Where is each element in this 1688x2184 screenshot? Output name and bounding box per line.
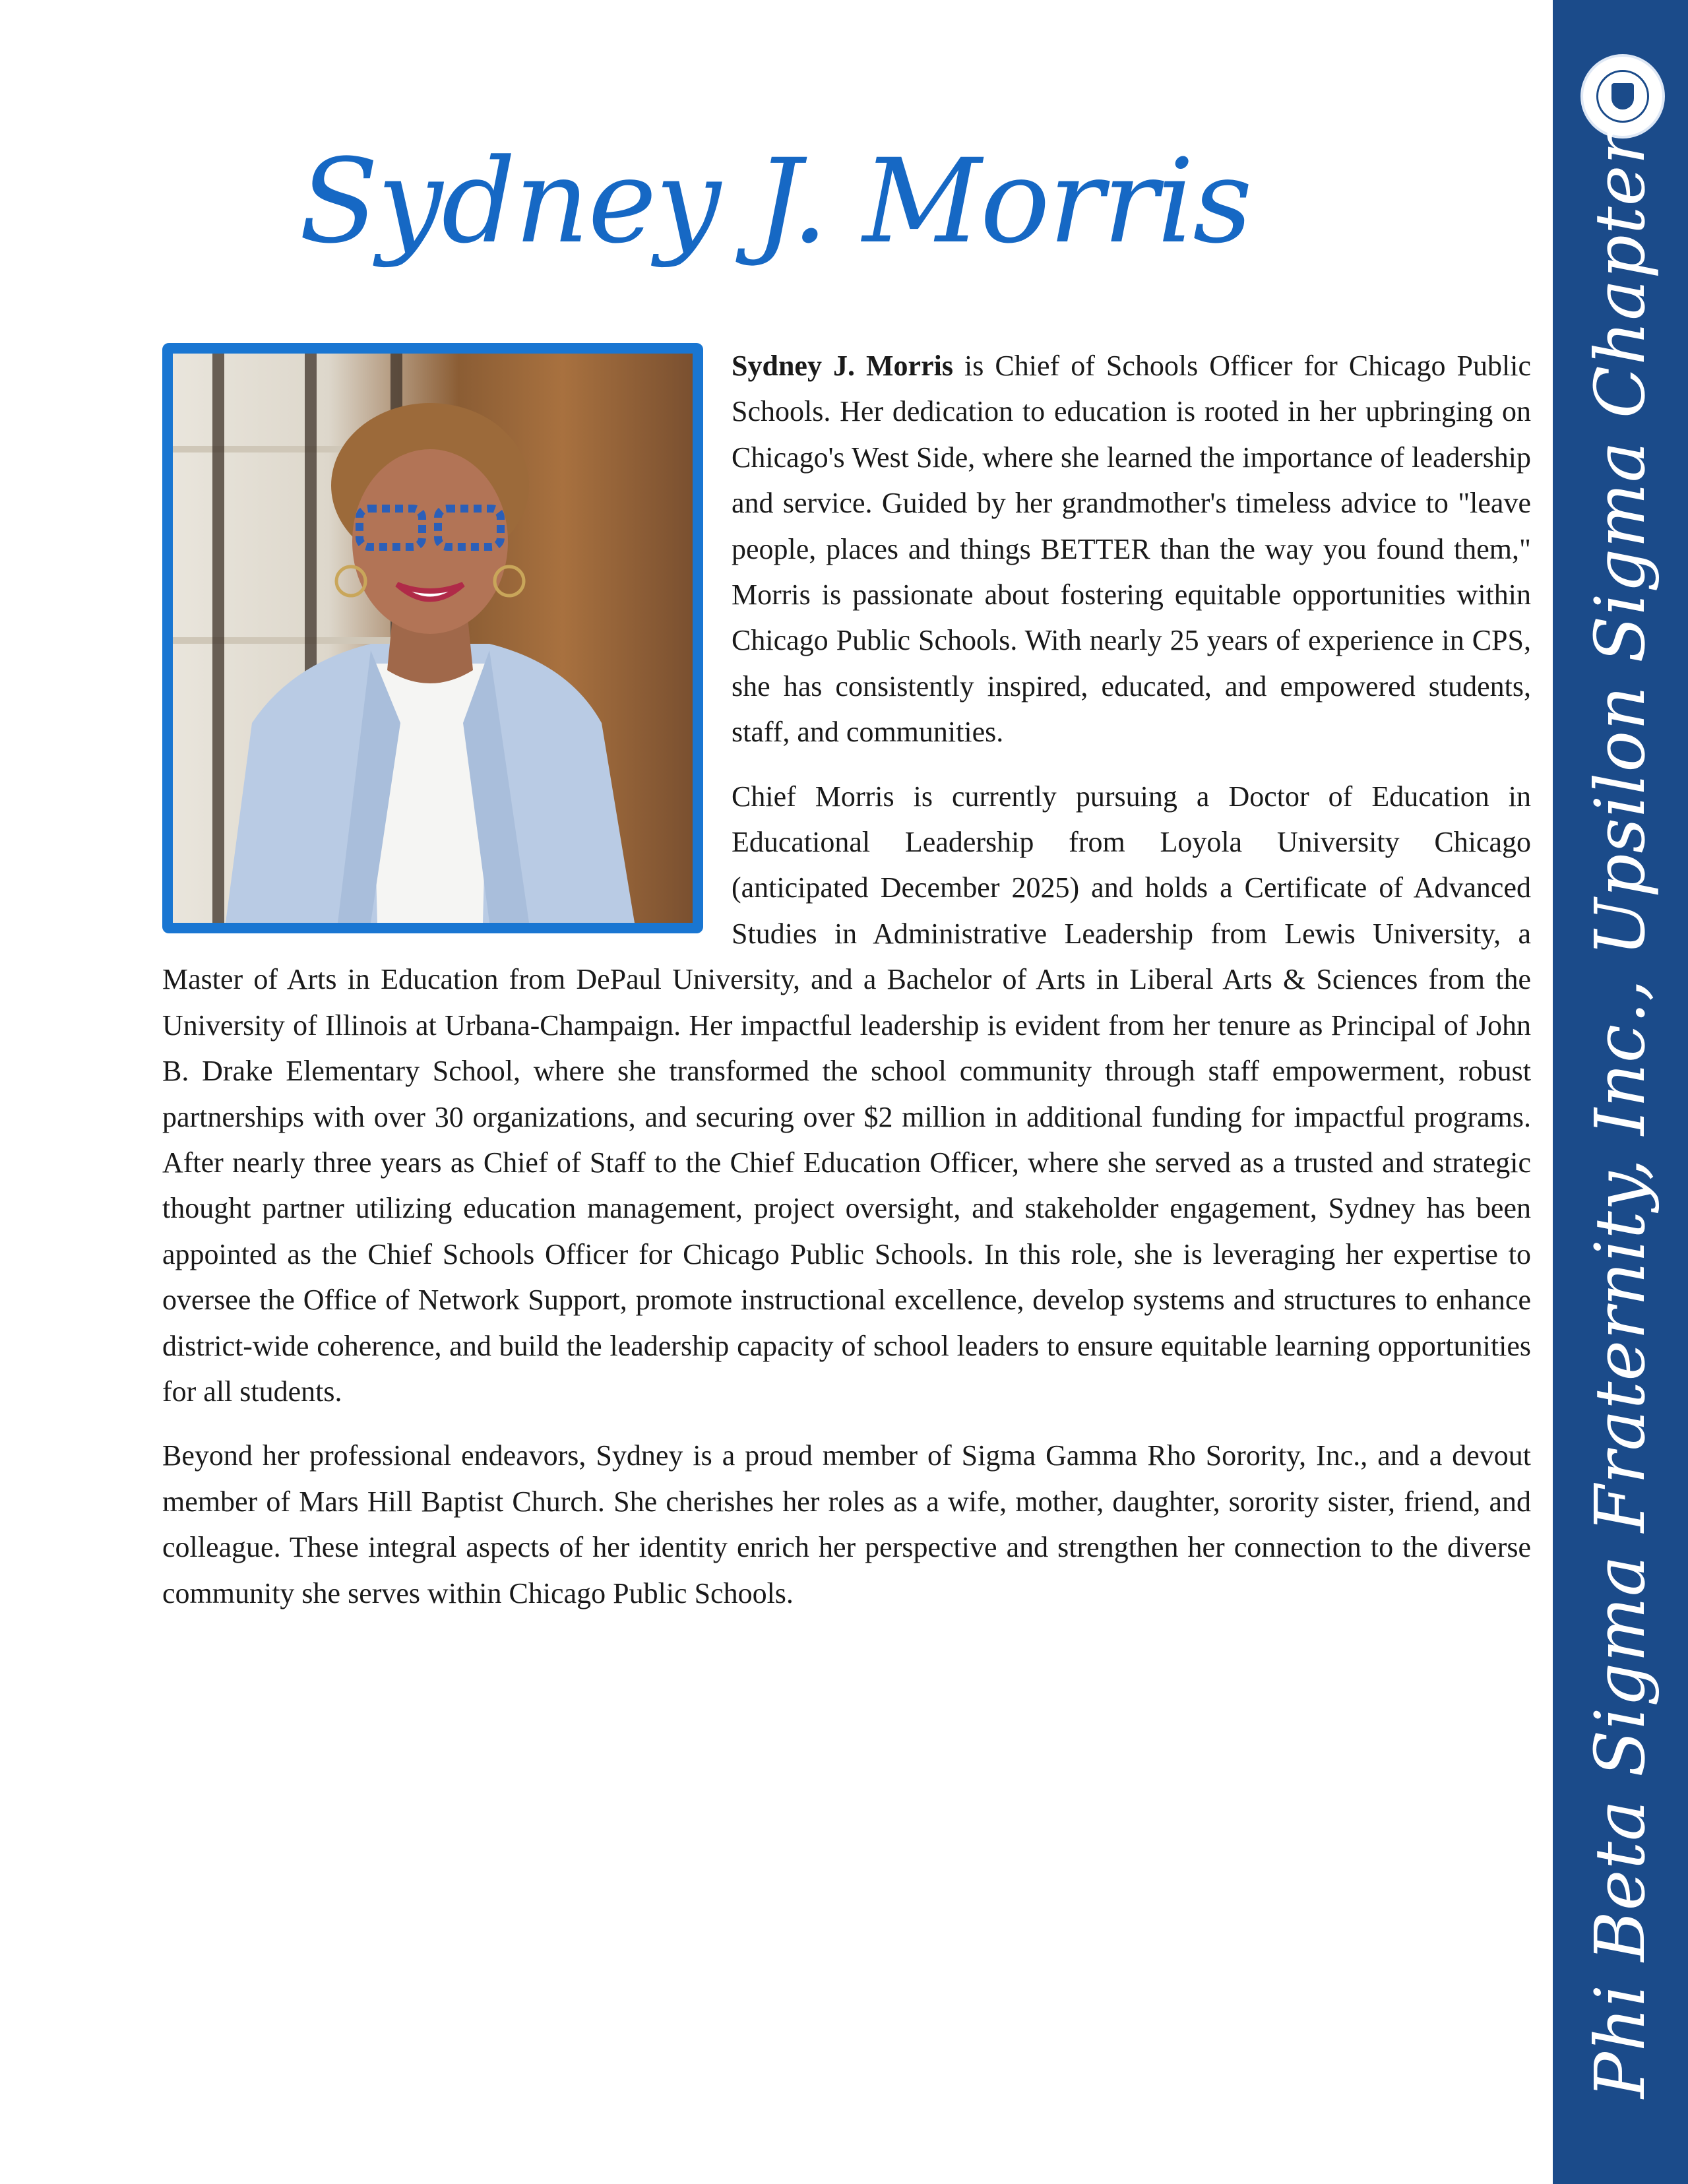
bio-paragraph-1-text: is Chief of Schools Officer for Chicago Public Schools. Her dedication to education is rooted in her upbringing on Chicago's West Side, where she learned the importance of leadership and service. Guided by her grandmother's timeless advice to "leave people, places and things BETTER than the way you found them," Morris is passionate about fostering equitable opportunities within Chicago Public Schools. With nearly 25 years of experience in CPS, she has consistently inspired, educated, and empowered students, staff, and communities. [732, 350, 1531, 749]
sidebar-chapter-text: Phi Beta Sigma Fraternity, Inc., Upsilon Sigma Chapter [1580, 131, 1660, 2099]
biography [162, 343, 1531, 1635]
bio-paragraph-2: Chief Morris is currently pursuing a Doctor of Education in Educational Leadership from Loyola University Chicago (anticipated December 2025) and holds a Certificate of Advanced Studies in Administrative Leadership from Lewis University, a Master of Arts in Education from DePaul University, and a Bachelor of Arts in Liberal Arts & Sciences from the University of Illinois at Urbana-Champaign. Her impactful leadership is evident from her tenure as Principal of John B. Drake Elementary School, where she transformed the school community through staff empowerment, robust partnerships with over 30 organizations, and securing over $2 million in additional funding for impactful programs. After nearly three years as Chief of Staff to the Chief Education Officer, where she served as a trusted and strategic thought partner utilizing education management, project oversight, and stakeholder engagement, Sydney has been appointed as the Chief Schools Officer for Chicago Public Schools. In this role, she is leveraging her expertise to oversee the Office of Network Support, promote instructional excellence, develop systems and structures to enhance district-wide coherence, and build the leadership capacity of school leaders to ensure equitable learning opportunities for all students. [162, 780, 1531, 1408]
portrait-figure [173, 354, 693, 923]
page-title: Sydney J. Morris [299, 134, 1251, 269]
bio-paragraph-3: Beyond her professional endeavors, Sydney is a proud member of Sigma Gamma Rho Sorority, Inc., and a devout member of Mars Hill Baptist Church. She cherishes her roles as a wife, mother, daughter, sorority sister, friend, and colleague. These integral aspects of her identity enrich her perspective and strengthen her connection to the diverse community she serves within Chicago Public Schools. [162, 1439, 1531, 1609]
portrait-photo [162, 343, 703, 933]
fraternity-seal-icon [1580, 54, 1665, 139]
bio-name: Sydney J. Morris [732, 350, 953, 382]
